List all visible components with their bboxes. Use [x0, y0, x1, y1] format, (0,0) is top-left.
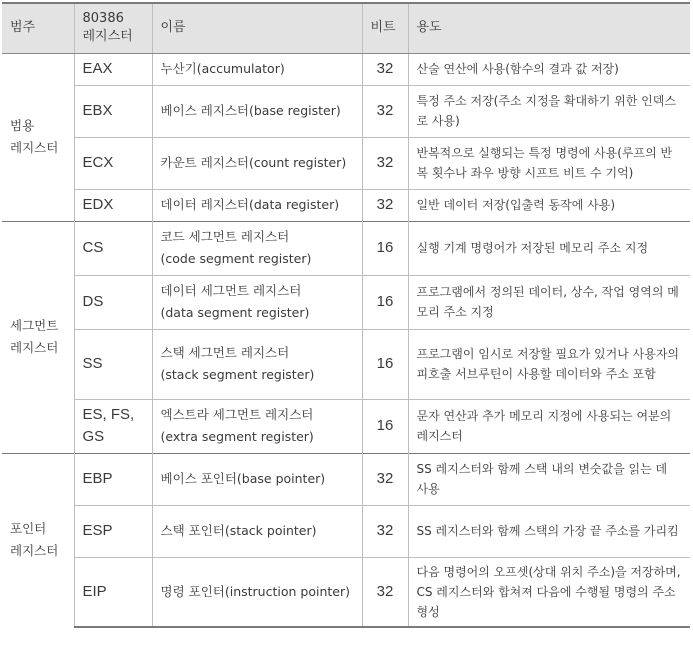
table-row: [2, 275, 690, 329]
usage-cell: 반복적으로 실행되는 특정 명령에 사용(루프의 반복 횟수나 좌우 방향 시프트 비트 수 기억): [408, 137, 690, 189]
name-cell: 누산기(accumulator): [152, 53, 362, 85]
name-cell: 데이터 레지스터(data register): [152, 189, 362, 221]
register-cell: EIP: [74, 557, 152, 627]
category-pointer: 포인터 레지스터: [2, 453, 74, 627]
bits-cell: 32: [362, 85, 408, 137]
table-row: [2, 189, 690, 221]
bits-cell: 32: [362, 189, 408, 221]
usage-cell: 실행 기계 명령어가 저장된 메모리 주소 지정: [408, 221, 690, 275]
name-cell: 스택 세그먼트 레지스터 (stack segment register): [152, 329, 362, 399]
bits-cell: 32: [362, 137, 408, 189]
bits-cell: 16: [362, 221, 408, 275]
usage-cell: 프로그램이 임시로 저장할 필요가 있거나 사용자의 피호출 서브루틴이 사용할 데이터와 주소 포함: [408, 329, 690, 399]
table-header: [2, 3, 690, 53]
usage-cell: 문자 연산과 추가 메모리 지정에 사용되는 여분의 레지스터: [408, 399, 690, 453]
usage-cell: SS 레지스터와 함께 스택의 가장 끝 주소를 가리킴: [408, 505, 690, 557]
register-cell: EAX: [74, 53, 152, 85]
usage-cell: 일반 데이터 저장(입출력 동작에 사용): [408, 189, 690, 221]
bits-cell: 16: [362, 399, 408, 453]
usage-cell: 다음 명령어의 오프셋(상대 위치 주소)을 저장하며, CS 레지스터와 합쳐져 다음에 수행될 명령의 주소 형성: [408, 557, 690, 627]
bits-cell: 32: [362, 453, 408, 505]
register-cell: EBX: [74, 85, 152, 137]
name-cell: 베이스 레지스터(base register): [152, 85, 362, 137]
table-row: [2, 329, 690, 399]
table-row: [2, 453, 690, 505]
register-cell: ESP: [74, 505, 152, 557]
header-bits: 비트: [362, 3, 408, 53]
table-row: [2, 221, 690, 275]
table-row: [2, 399, 690, 453]
register-cell: CS: [74, 221, 152, 275]
name-cell: 카운트 레지스터(count register): [152, 137, 362, 189]
register-cell: DS: [74, 275, 152, 329]
header-row: [2, 3, 690, 53]
table-body: [2, 53, 690, 627]
register-cell: ES, FS, GS: [74, 399, 152, 453]
header-name: 이름: [152, 3, 362, 53]
table-row: [2, 137, 690, 189]
register-table: [2, 2, 690, 628]
usage-cell: 프로그램에서 정의된 데이터, 상수, 작업 영역의 메모리 주소 지정: [408, 275, 690, 329]
bits-cell: 32: [362, 505, 408, 557]
header-usage: 용도: [408, 3, 690, 53]
register-cell: EBP: [74, 453, 152, 505]
usage-cell: 산술 연산에 사용(함수의 결과 값 저장): [408, 53, 690, 85]
name-cell: 코드 세그먼트 레지스터 (code segment register): [152, 221, 362, 275]
header-category: 범주: [2, 3, 74, 53]
name-cell: 엑스트라 세그먼트 레지스터 (extra segment register): [152, 399, 362, 453]
table-row: [2, 505, 690, 557]
bits-cell: 16: [362, 329, 408, 399]
bits-cell: 16: [362, 275, 408, 329]
bits-cell: 32: [362, 53, 408, 85]
name-cell: 베이스 포인터(base pointer): [152, 453, 362, 505]
bits-cell: 32: [362, 557, 408, 627]
table-row: [2, 85, 690, 137]
category-general: 범용 레지스터: [2, 53, 74, 221]
table-row: [2, 53, 690, 85]
header-register: 80386 레지스터: [74, 3, 152, 53]
category-segment: 세그먼트 레지스터: [2, 221, 74, 453]
name-cell: 스택 포인터(stack pointer): [152, 505, 362, 557]
name-cell: 명령 포인터(instruction pointer): [152, 557, 362, 627]
register-cell: SS: [74, 329, 152, 399]
table-row: [2, 557, 690, 627]
register-cell: EDX: [74, 189, 152, 221]
name-cell: 데이터 세그먼트 레지스터 (data segment register): [152, 275, 362, 329]
register-cell: ECX: [74, 137, 152, 189]
usage-cell: 특정 주소 저장(주소 지정을 확대하기 위한 인덱스로 사용): [408, 85, 690, 137]
usage-cell: SS 레지스터와 함께 스택 내의 변숫값을 읽는 데 사용: [408, 453, 690, 505]
